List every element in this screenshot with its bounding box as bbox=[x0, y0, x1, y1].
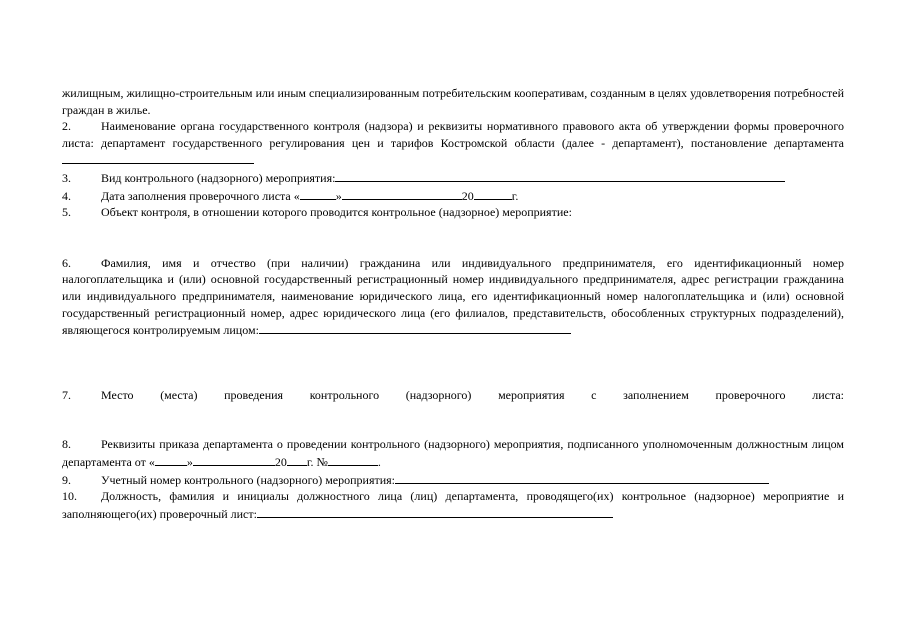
intro-text: жилищным, жилищно-строительным или иным специализированным потребительским кооперативам, созданным в целях удовлетворения потребностей граждан в жилье. bbox=[62, 86, 844, 117]
item-3 bbox=[62, 169, 844, 187]
document-page bbox=[62, 85, 844, 522]
item-4-year-blank[interactable] bbox=[474, 187, 512, 200]
item-2-blank[interactable] bbox=[62, 151, 254, 164]
item-8-text: Реквизиты приказа департамента о проведении контрольного (надзорного) мероприятия, подписанного уполномоченным должностным лицом департамента от « bbox=[62, 437, 844, 469]
item-8-number-label: г. № bbox=[306, 454, 328, 469]
item-4-text: Дата заполнения проверочного листа « bbox=[101, 188, 300, 203]
item-5-fill-space[interactable] bbox=[62, 221, 844, 255]
item-4-year-prefix: 20 bbox=[461, 188, 474, 203]
item-8-order-number-blank[interactable] bbox=[328, 453, 378, 466]
item-9-blank[interactable] bbox=[395, 471, 769, 484]
item-6 bbox=[62, 255, 844, 339]
item-3-text: Вид контрольного (надзорного) мероприятия: bbox=[101, 170, 336, 185]
item-3-number: 3. bbox=[62, 170, 71, 185]
item-3-blank[interactable] bbox=[335, 169, 785, 182]
item-5-number: 5. bbox=[62, 205, 71, 220]
item-7 bbox=[62, 387, 844, 404]
item-10 bbox=[62, 488, 844, 522]
item-5-text: Объект контроля, в отношении которого проводится контрольное (надзорное) мероприятие: bbox=[101, 205, 572, 220]
item-8 bbox=[62, 436, 844, 470]
item-8-quote-close: » bbox=[186, 454, 193, 469]
item-8-year-prefix: 20 bbox=[274, 454, 287, 469]
item-9 bbox=[62, 471, 844, 489]
item-10-blank[interactable] bbox=[257, 505, 613, 518]
item-4-quote-close: » bbox=[335, 188, 342, 203]
item-4-day-blank[interactable] bbox=[300, 187, 336, 200]
item-8-month-blank[interactable] bbox=[193, 453, 275, 466]
item-7-number: 7. bbox=[62, 387, 71, 402]
item-8-end: . bbox=[377, 454, 381, 469]
item-7-fill-space[interactable] bbox=[62, 403, 844, 436]
item-4-month-blank[interactable] bbox=[342, 187, 462, 200]
item-6-number: 6. bbox=[62, 255, 71, 270]
item-5 bbox=[62, 204, 844, 221]
item-6-text: Фамилия, имя и отчество (при наличии) гражданина или индивидуального предпринимателя, его идентификационный номер налогоплательщика и (или) основной государственный регистрационный номер индивидуального предпринимателя, адрес регистрации гражданина или индивидуального предпринимателя, наименование юридического лица, его идентификационный номер налогоплательщика и (или) основной государственный регистрационный номер, адрес юридического лица (его филиалов, представительств, обособленных структурных подразделений), являющегося контролируемым лицом: bbox=[62, 255, 844, 338]
item-8-day-blank[interactable] bbox=[155, 453, 187, 466]
item-10-text: Должность, фамилия и инициалы должностного лица (лиц) департамента, проводящего(их) контрольное (надзорное) мероприятие и заполняющего(их) проверочный лист: bbox=[62, 489, 844, 521]
item-6-fill-space[interactable] bbox=[62, 339, 844, 387]
item-9-text: Учетный номер контрольного (надзорного) мероприятия: bbox=[101, 472, 396, 487]
item-4-number: 4. bbox=[62, 188, 71, 203]
item-2-number: 2. bbox=[62, 119, 71, 134]
item-2-text: Наименование органа государственного контроля (надзора) и реквизиты нормативного правового акта об утверждении формы проверочного листа: департамент государственного регулирования цен и тарифов Костромской области (далее - департамент), постановление департамента bbox=[62, 119, 844, 150]
item-9-number: 9. bbox=[62, 472, 71, 487]
item-8-number: 8. bbox=[62, 437, 71, 452]
item-4 bbox=[62, 187, 844, 205]
item-4-year-suffix: г. bbox=[511, 188, 519, 203]
item-6-blank[interactable] bbox=[259, 321, 571, 334]
intro-paragraph bbox=[62, 85, 844, 118]
item-2 bbox=[62, 118, 844, 169]
item-7-text: Место (места) проведения контрольного (надзорного) мероприятия с заполнением проверочного листа: bbox=[101, 387, 844, 402]
item-8-year-blank[interactable] bbox=[287, 453, 307, 466]
item-10-number: 10. bbox=[62, 489, 77, 504]
